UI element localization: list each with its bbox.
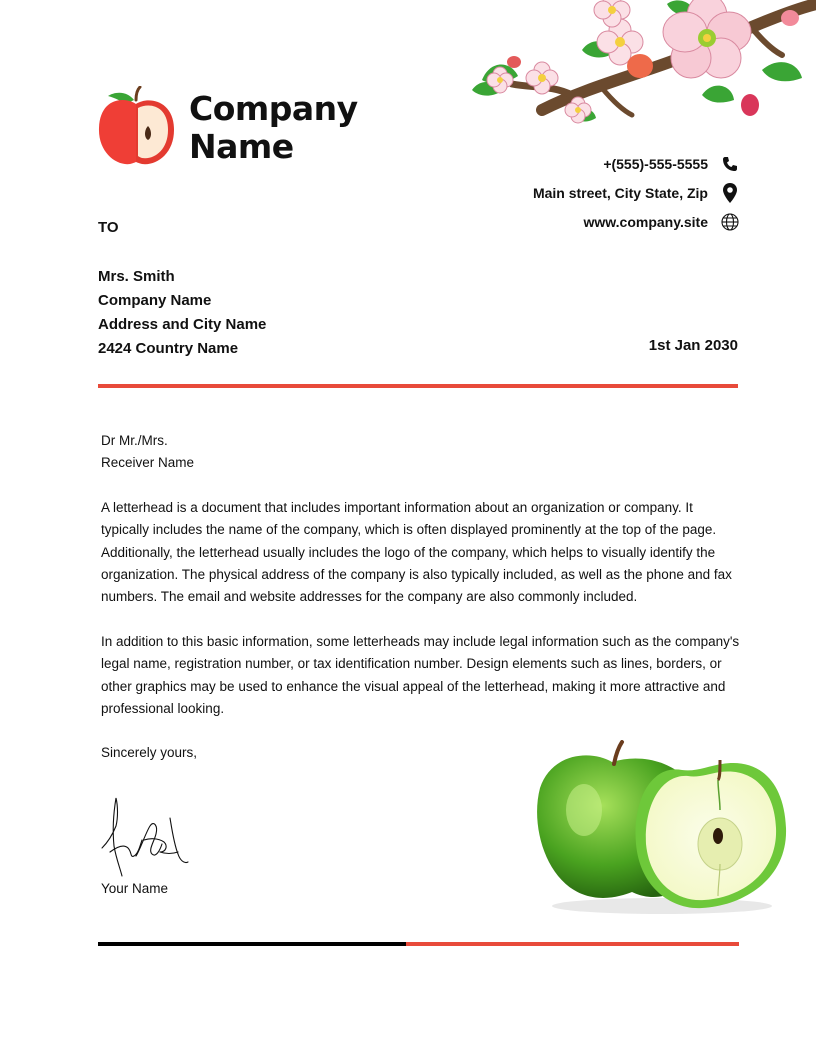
signature-image: [100, 796, 192, 880]
letter-body: [101, 430, 741, 765]
blossom-branch-illustration: [462, 0, 816, 135]
phone-icon: [720, 154, 740, 174]
company-name: Company Name: [189, 89, 358, 166]
header-divider: [98, 384, 738, 388]
footer-divider-black: [98, 942, 408, 946]
address-text: Main street, City State, Zip: [532, 185, 708, 201]
recipient-name: Mrs. Smith: [98, 268, 175, 285]
recipient-company: Company Name: [98, 292, 212, 309]
recipient-address: [98, 265, 266, 361]
body-paragraph: A letterhead is a document that includes important information about an organization or company. It typically includes the name of the company, which is often displayed prominently at the top of the page. Additionally, the letterhead usually includes the logo of the company, which helps to visually identify the organization. The physical address of the company is also typically included, as well as the phone and fax numbers. The email and website addresses for the company are also commonly included.: [101, 499, 732, 605]
letter-date: 1st Jan 2030: [648, 337, 738, 354]
body-paragraph: In addition to this basic information, some letterheads may include legal information such as the company's legal name, registration number, or tax identification number. Design elements such as lines, borders, or other graphics may be used to enhance the visual appeal of the letterhead, making it more attractive and professional looking.: [101, 633, 740, 717]
salutation-line: Dr Mr./Mrs.: [101, 433, 168, 448]
to-label: TO: [98, 219, 119, 236]
website-text[interactable]: www.company.site: [583, 214, 708, 230]
salutation-line: Receiver Name: [101, 455, 195, 471]
location-pin-icon: [720, 183, 740, 203]
footer-divider-red: [406, 942, 739, 946]
contact-address-row: [533, 182, 740, 204]
closing: Sincerely yours,: [101, 745, 198, 761]
contact-website-row: [584, 211, 740, 233]
green-apples-illustration: [532, 740, 792, 915]
recipient-country: 2424 Country Name: [98, 340, 239, 357]
phone-text: +(555)-555-5555: [603, 156, 708, 172]
salutation: [101, 430, 741, 475]
recipient-address-line: Address and City Name: [98, 316, 267, 333]
contact-phone-row: [603, 153, 740, 175]
globe-icon: [720, 212, 740, 232]
apple-logo-icon: [96, 86, 176, 168]
signer-name: Your Name: [101, 881, 169, 896]
